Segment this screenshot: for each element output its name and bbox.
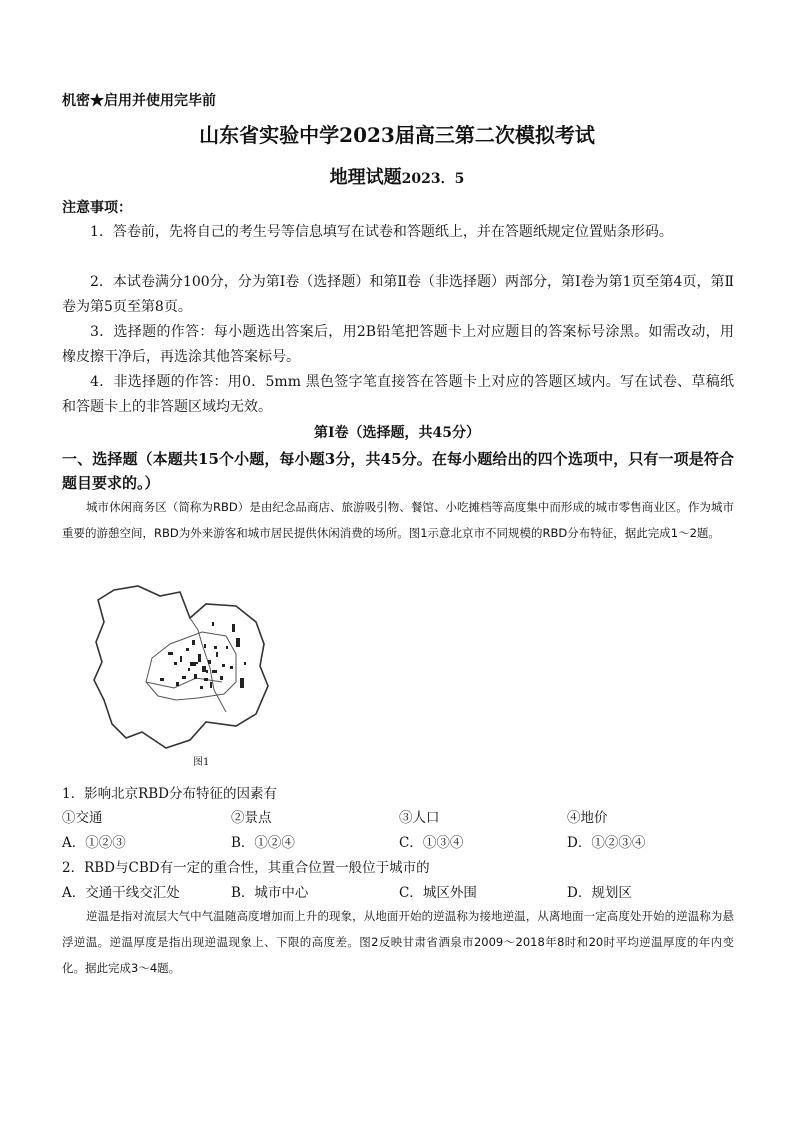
q2-option-a[interactable]: A．交通干线交汇处 xyxy=(62,885,180,901)
q1-factor-2: ②景点 xyxy=(231,810,272,826)
question-1-stem: 1．影响北京RBD分布特征的因素有 xyxy=(62,786,277,802)
q1-option-b[interactable]: B．①②④ xyxy=(231,835,295,851)
note-item-3: 3．选择题的作答：每小题选出答案后，用2B铅笔把答题卡上对应题目的答案标号涂黑。如需改动，用橡皮擦干净后，再选涂其他答案标号。 xyxy=(62,324,734,365)
q1-option-d[interactable]: D．①②③④ xyxy=(567,835,646,851)
note-item-1: 1．答卷前，先将自己的考生号等信息填写在试卷和答题纸上，并在答题纸规定位置贴条形码。 xyxy=(90,224,673,240)
exam-date: 2023．5 xyxy=(401,171,465,187)
notes-heading: 注意事项： xyxy=(62,200,132,216)
passage-rbd: 城市休闲商务区（简称为RBD）是由纪念品商店、旅游吸引物、餐馆、小吃摊档等高度集中而形成的城市零售商业区。作为城市重要的游憩空间，RBD为外来游客和城市居民提供休闲消费的场所。图1示意北京市不同规模的RBD分布特征，据此完成1～2题。 xyxy=(62,500,734,540)
note-item-2: 2．本试卷满分100分，分为第Ⅰ卷（选择题）和第Ⅱ卷（非选择题）两部分，第Ⅰ卷为第1页至第4页，第Ⅱ卷为第5页至第8页。 xyxy=(62,274,734,315)
q1-option-a[interactable]: A．①②③ xyxy=(62,835,126,851)
outer-boundary xyxy=(94,586,268,748)
part1-title: 第Ⅰ卷（选择题，共45分） xyxy=(313,425,481,441)
q1-factor-1: ①交通 xyxy=(62,810,103,826)
q2-option-d[interactable]: D．规划区 xyxy=(567,885,632,901)
q2-option-c[interactable]: C．城区外围 xyxy=(399,885,477,901)
q1-factor-4: ④地价 xyxy=(567,810,608,826)
note-item-4: 4．非选择题的作答：用0．5mm 黑色签字笔直接答在答题卡上对应的答题区域内。写在试卷、草稿纸和答题卡上的非答题区域均无效。 xyxy=(62,374,734,415)
figure1-caption: 图1 xyxy=(193,757,210,768)
question-2-stem: 2．RBD与CBD有一定的重合性，其重合位置一般位于城市的 xyxy=(62,860,430,876)
exam-title: 山东省实验中学2023届高三第二次模拟考试 xyxy=(199,123,595,147)
section-heading: 一、选择题（本题共15个小题，每小题3分，共45分。在每小题给出的四个选项中，只有一项是符合题目要求的。） xyxy=(62,450,734,492)
confidential-label: 机密★启用并使用完毕前 xyxy=(62,93,216,109)
q1-factor-3: ③人口 xyxy=(399,810,440,826)
q2-option-b[interactable]: B．城市中心 xyxy=(231,885,309,901)
figure1-map xyxy=(86,582,276,752)
subject-title: 地理试题 xyxy=(329,167,402,188)
passage-inversion: 逆温是指对流层大气中气温随高度增加而上升的现象，从地面开始的逆温称为接地逆温，从离地面一定高度处开始的逆温称为悬浮逆温。逆温厚度是指出现逆温现象上、下限的高度差。图2反映甘肃省酒泉市2009～2018年8时和20时平均逆温厚度的年内变化。据此完成3～4题。 xyxy=(62,909,734,975)
q1-option-c[interactable]: C．①③④ xyxy=(399,835,464,851)
exam-subtitle xyxy=(0,163,794,189)
